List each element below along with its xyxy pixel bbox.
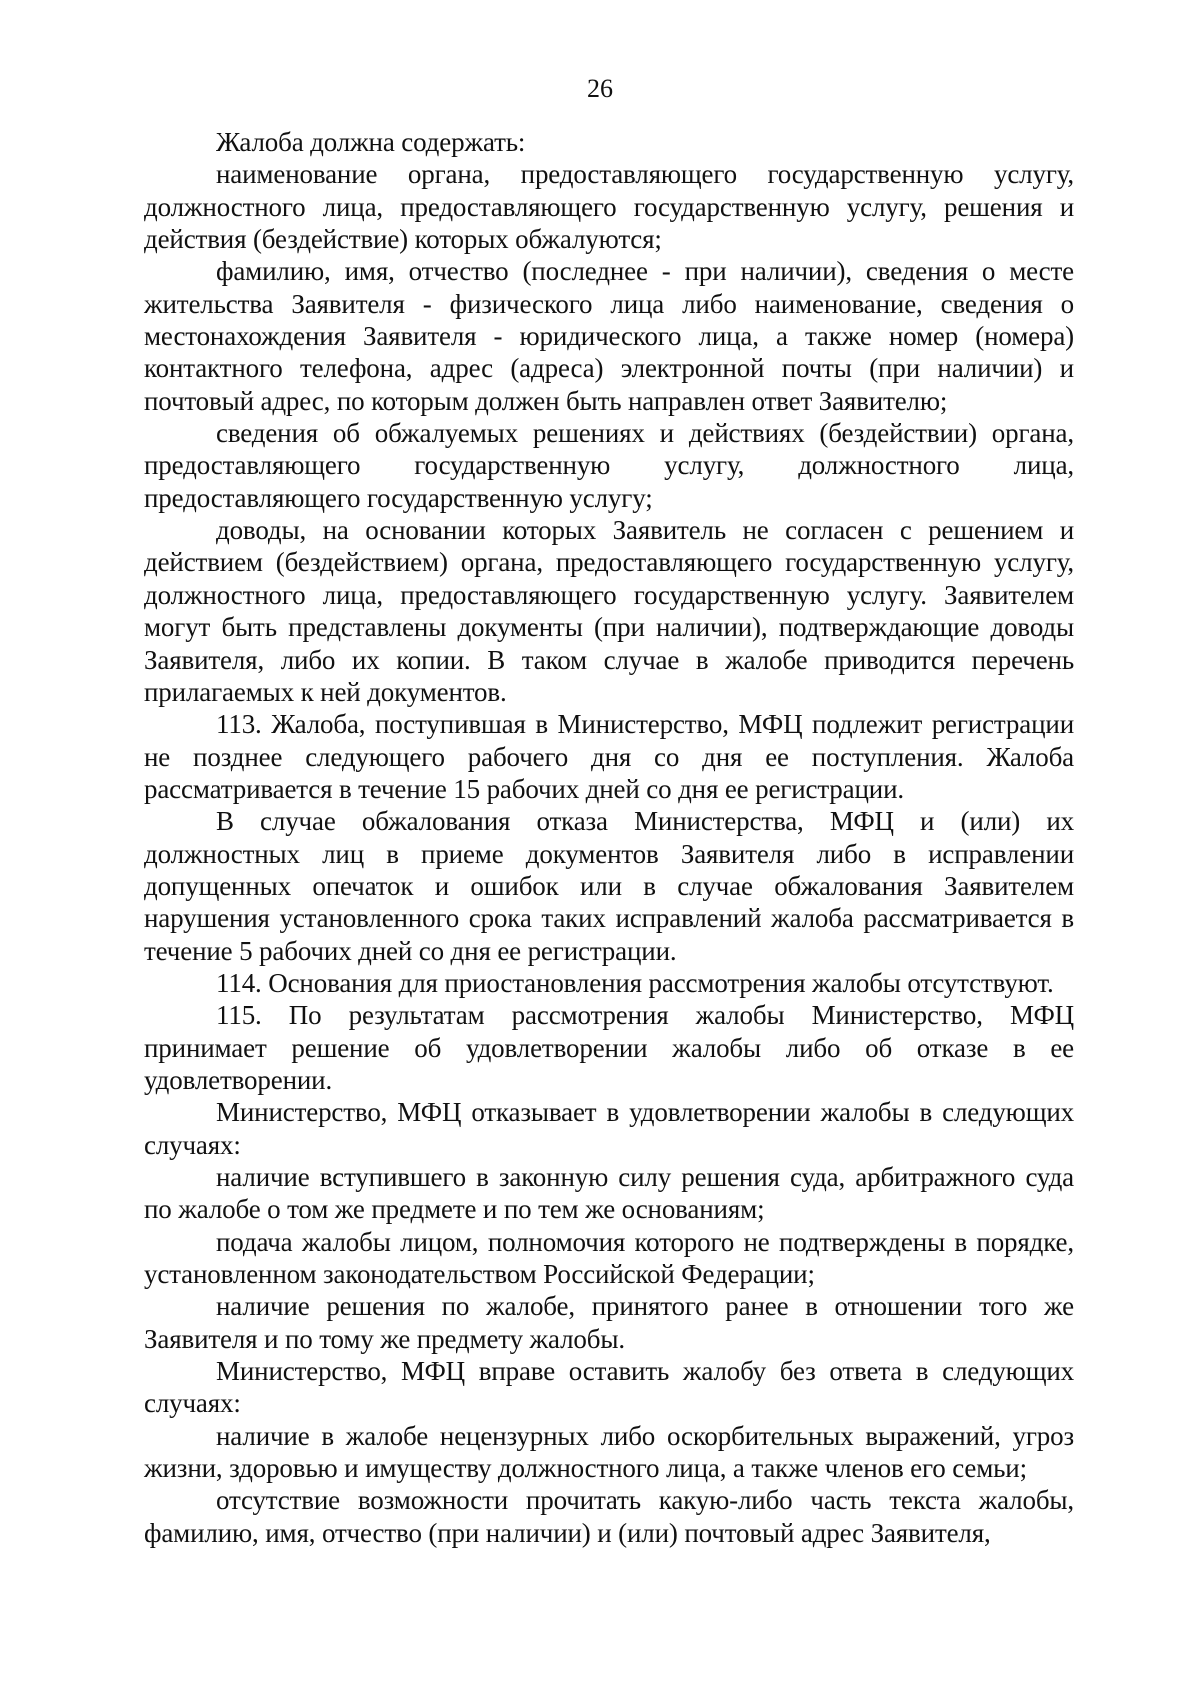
paragraph-unconfirmed-authority: подача жалобы лицом, полномочия которого не подтверждены в порядке, установленном законодательством Российской Федерации; bbox=[144, 1226, 1074, 1290]
document-body bbox=[144, 126, 1074, 1549]
paragraph-item-113: 113. Жалоба, поступившая в Министерство, МФЦ подлежит регистрации не позднее следующего рабочего дня со дня ее поступления. Жалоба рассматривается в течение 15 рабочих дней со дня ее регистрации. bbox=[144, 709, 1074, 804]
paragraph-authority-name: наименование органа, предоставляющего государственную услугу, должностного лица, предоставляющего государственную услугу, решения и действия (бездействие) которых обжалуются; bbox=[144, 159, 1074, 255]
paragraph-item-114: 114. Основания для приостановления рассмотрения жалобы отсутствуют. bbox=[216, 967, 1054, 998]
paragraph-appealed-decisions: сведения об обжалуемых решениях и действиях (бездействии) органа, предоставляющего государственную услугу, должностного лица, предоставляющего государственную услугу; bbox=[144, 418, 1074, 513]
paragraph-prior-decision: наличие решения по жалобе, принятого ранее в отношении того же Заявителя и по тому же предмету жалобы. bbox=[144, 1291, 1074, 1354]
paragraph-unreadable-text: отсутствие возможности прочитать какую-либо часть текста жалобы, фамилию, имя, отчество (при наличии) и (или) почтовый адрес Заявителя, bbox=[144, 1485, 1074, 1548]
paragraph-refusal-appeal: В случае обжалования отказа Министерства, МФЦ и (или) их должностных лиц в приеме документов Заявителя либо в исправлении допущенных опечаток и ошибок или в случае обжалования Заявителем нарушения установленного срока таких исправлений жалоба рассматривается в течение 5 рабочих дней со дня ее регистрации. bbox=[144, 806, 1074, 966]
paragraph-arguments: доводы, на основании которых Заявитель не согласен с решением и действием (бездействием) органа, предоставляющего государственную услугу, должностного лица, предоставляющего государственную услугу. Заявителем могут быть представлены документы (при наличии), подтверждающие доводы Заявителя, либо их копии. В таком случае в жалобе приводится перечень прилагаемых к ней документов. bbox=[144, 515, 1074, 707]
paragraph-refusal-cases-intro: Министерство, МФЦ отказывает в удовлетворении жалобы в следующих случаях: bbox=[144, 1097, 1074, 1160]
paragraph-court-decision: наличие вступившего в законную силу решения суда, арбитражного суда по жалобе о том же предмете и по тем же основаниям; bbox=[144, 1162, 1074, 1225]
paragraph-applicant-details: фамилию, имя, отчество (последнее - при наличии), сведения о месте жительства Заявителя - физического лица либо наименование, сведения о местонахождения Заявителя - юридического лица, а также номер (номера) контактного телефона, адрес (адреса) электронной почты (при наличии) и почтовый адрес, по которым должен быть направлен ответ Заявителю; bbox=[144, 256, 1074, 416]
paragraph-complaint-contents-intro: Жалоба должна содержать: bbox=[216, 127, 526, 157]
paragraph-offensive-language: наличие в жалобе нецензурных либо оскорбительных выражений, угроз жизни, здоровью и имуществу должностного лица, а также членов его семьи; bbox=[144, 1420, 1074, 1484]
paragraph-item-115: 115. По результатам рассмотрения жалобы Министерство, МФЦ принимает решение об удовлетворении жалобы либо об отказе в ее удовлетворении. bbox=[144, 1000, 1074, 1095]
page-number: 26 bbox=[587, 74, 613, 103]
paragraph-no-answer-intro: Министерство, МФЦ вправе оставить жалобу без ответа в следующих случаях: bbox=[144, 1356, 1074, 1419]
